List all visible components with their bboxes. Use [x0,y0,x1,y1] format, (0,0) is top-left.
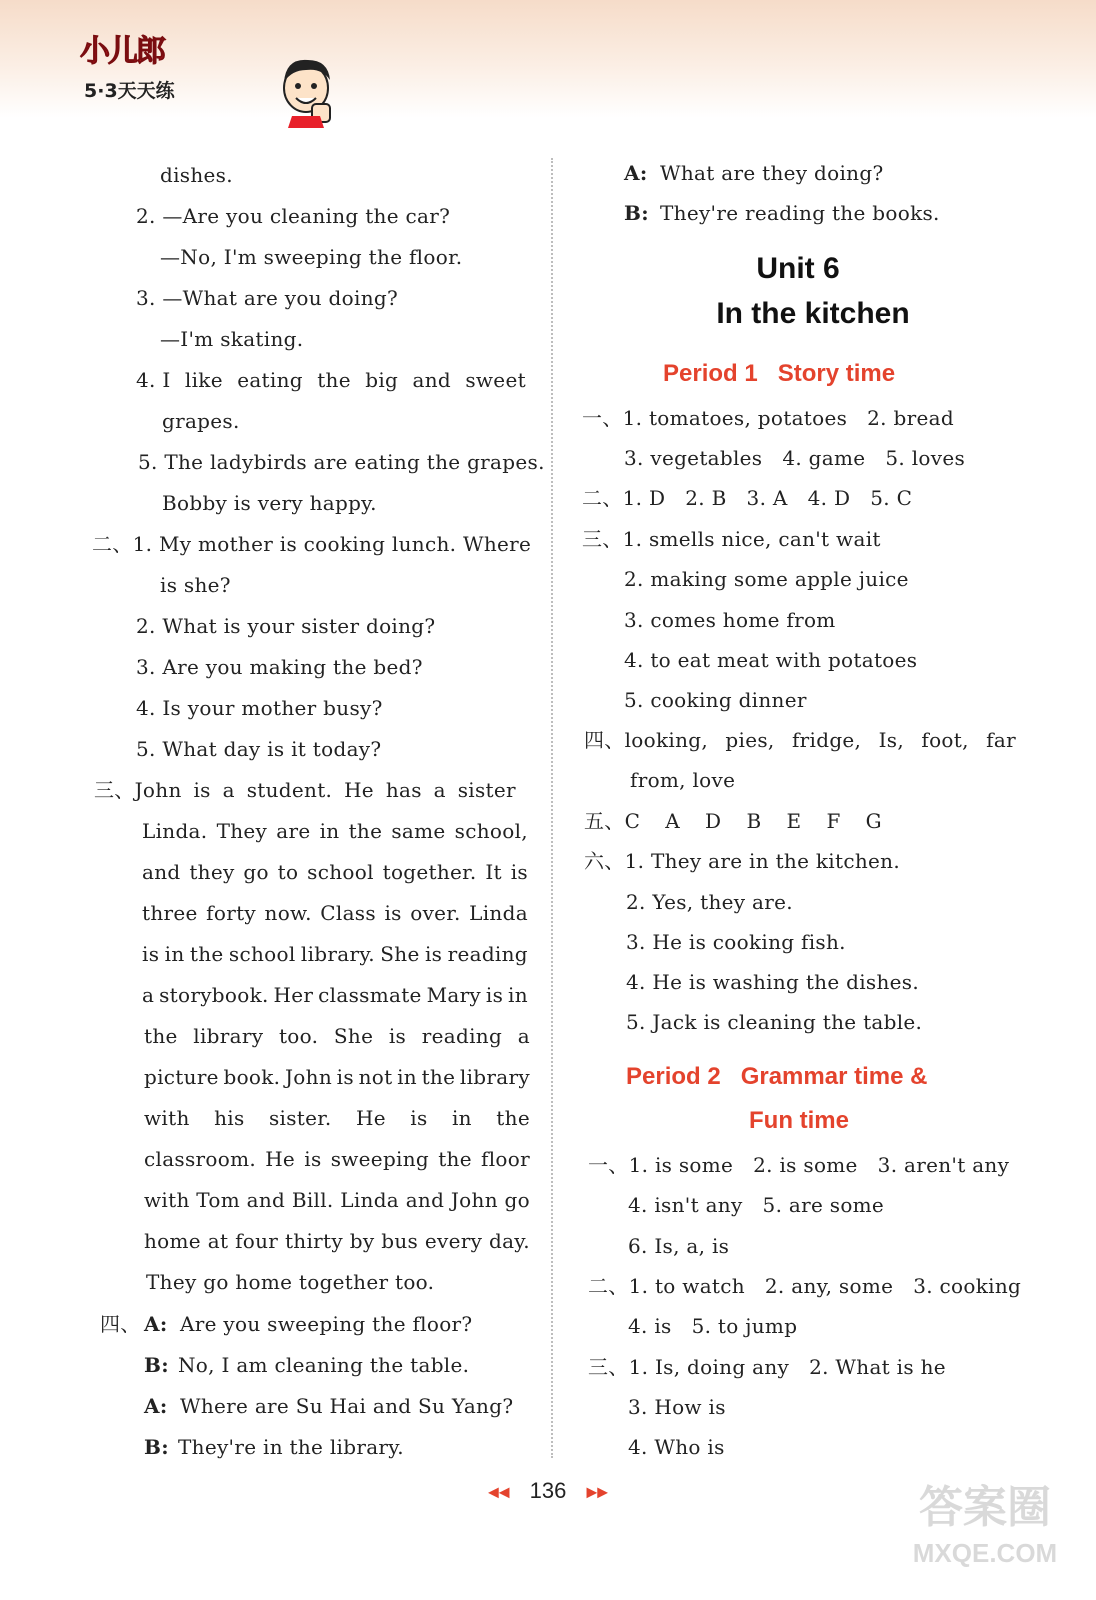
word: Linda [469,901,528,925]
word: by [349,1229,375,1253]
answer-line: 一、1. is some 2. is some 3. aren't any [588,1153,1010,1177]
word: has [385,778,422,802]
word: is [193,778,211,802]
word: She [333,1024,374,1048]
word: go [243,860,269,884]
word: every [424,1229,483,1253]
word: in [164,942,185,966]
passage-line [144,1228,530,1254]
answer-line: 3. Are you making the bed? [136,655,423,679]
answer-line: 三、1. smells nice, can't wait [582,527,881,551]
answer-line: 2. —Are you cleaning the car? [136,204,451,228]
word: is [384,901,402,925]
dialogue-line: Where are Su Hai and Su Yang? [180,1394,514,1418]
passage-line [144,1064,530,1090]
word: 五、C [584,809,641,833]
answer-line-justified [584,808,882,834]
passage-line [144,1023,530,1049]
answer-line: 3. How is [628,1395,726,1419]
dialogue-line: They're in the library. [178,1435,404,1459]
answer-line: 一、1. tomatoes, potatoes 2. bread [582,406,954,430]
page-number: 136 [529,1478,567,1503]
unit-number: Unit 6 [756,252,840,285]
dialogue-line: What are they doing? [660,161,884,185]
word: Bill. [291,1188,334,1212]
speaker-label: A: [144,1394,168,1418]
logo-subtitle: 5·3天天练 [84,80,175,102]
answer-line: 3. He is cooking fish. [626,930,846,954]
answer-line: 二、1. My mother is cooking lunch. Where [92,532,532,556]
answer-line: 6. Is, a, is [628,1234,730,1258]
word: Tom [196,1188,240,1212]
answer-line: 三、1. Is, doing any 2. What is he [588,1355,946,1379]
word: in [451,1106,472,1130]
word: at [207,1229,229,1253]
word: Linda [340,1188,400,1212]
word: the [496,1106,530,1130]
word: foot, [921,728,969,752]
word: is [142,942,160,966]
answer-line: grapes. [162,409,240,433]
word: and [246,1188,286,1212]
word: a [142,983,155,1007]
word: library. [300,942,375,966]
word: John [284,1065,333,1089]
word: student. [246,778,333,802]
word: three [142,901,198,925]
word: home [144,1229,201,1253]
word: is [485,983,504,1007]
word: Is, [878,728,905,752]
word: and [405,1188,445,1212]
word: four [235,1229,279,1253]
word: 4. I [136,368,171,392]
answer-line: 2. What is your sister doing? [136,614,436,638]
word: library [193,1024,264,1048]
word: big [365,368,399,392]
word: like [184,368,223,392]
answer-line: 5. Jack is cleaning the table. [626,1010,923,1034]
unit-title: In the kitchen [716,297,910,330]
answer-line: 3. —What are you doing? [136,286,398,310]
word: is [424,942,443,966]
answer-line-justified [136,367,526,393]
word: 四、looking, [584,728,709,752]
word: a [433,778,446,802]
answer-line: 4. is 5. to jump [628,1314,798,1338]
word: day. [488,1229,530,1253]
period-heading: Period 2 Grammar time & [626,1063,928,1090]
word: F [826,809,841,833]
word: E [786,809,802,833]
answer-line: 2. Yes, they are. [626,890,793,914]
passage-line [142,859,528,885]
word: a [517,1024,530,1048]
word: too. [278,1024,319,1048]
word: Class [320,901,376,925]
answer-line: 5. cooking dinner [624,688,807,712]
word: He [355,1106,386,1130]
passage-line [142,900,528,926]
next-arrows-icon: ▶▶ [586,1483,609,1500]
dialogue-line: They're reading the books. [660,201,940,225]
word: book. [223,1065,281,1089]
word: are [276,819,311,843]
word: school [228,942,296,966]
answer-line: 3. vegetables 4. game 5. loves [624,446,966,470]
word: now. [264,901,312,925]
passage-line [144,1146,530,1172]
word: over. [410,901,461,925]
word: floor [481,1147,530,1171]
answer-line: 二、1. to watch 2. any, some 3. cooking [588,1274,1022,1298]
word: A [665,809,680,833]
word: classroom. [144,1147,257,1171]
word: not [358,1065,393,1089]
dialogue-line: No, I am cleaning the table. [178,1353,470,1377]
word: go [504,1188,530,1212]
prev-arrows-icon: ◀◀ [487,1483,510,1500]
word: they [189,860,235,884]
word: is [388,1024,407,1048]
word: It [485,860,502,884]
passage-line [94,777,516,803]
word: is [510,860,528,884]
word: 三、John [94,778,182,802]
word: and [142,860,181,884]
word: in [508,983,528,1007]
word: pies, [725,728,775,752]
answer-line: 六、1. They are in the kitchen. [584,849,900,873]
word: thirty [284,1229,343,1253]
watermark-logo: 答案圈 [919,1483,1051,1532]
word: He [344,778,374,802]
word: sister [457,778,516,802]
word: She [380,942,420,966]
watermark-url: MXQE.COM [912,1538,1058,1568]
section-number: 四、 [100,1312,141,1336]
answer-line-justified [584,727,1016,753]
word: the [421,1065,456,1089]
word: the [348,819,383,843]
word: in [397,1065,417,1089]
period-heading: Fun time [749,1107,849,1134]
word: forty [206,901,257,925]
passage-line: They go home together too. [146,1270,435,1294]
word: to [277,860,299,884]
word: eating [237,368,303,392]
word: reading [421,1024,503,1048]
passage-line [144,1105,530,1131]
word: the [438,1147,472,1171]
word: is [410,1106,428,1130]
answer-line: 4. Is your mother busy? [136,696,383,720]
answer-line: 5. The ladybirds are eating the grapes. [138,450,545,474]
passage-line [142,982,528,1008]
speaker-label: B: [624,201,649,225]
answer-line: 2. making some apple juice [624,567,909,591]
word: is [336,1065,354,1089]
answer-line: dishes. [160,163,233,187]
word: a [222,778,235,802]
word: reading [447,942,528,966]
answer-line: from, love [630,768,736,792]
word: far [986,728,1016,752]
period-heading: Period 1 Story time [663,360,896,387]
answer-line: 二、1. D 2. B 3. A 4. D 5. C [582,486,913,510]
word: is [304,1147,322,1171]
word: Linda. [142,819,208,843]
word: Mary [426,983,482,1007]
answer-line: Bobby is very happy. [162,491,377,515]
word: the [144,1024,178,1048]
word: picture [144,1065,219,1089]
word: school [307,860,374,884]
word: the [189,942,224,966]
word: G [865,809,882,833]
word: in [319,819,340,843]
logo-title: 小儿郎 [80,34,164,69]
word: and [412,368,451,392]
word: sweeping [330,1147,430,1171]
answer-line: 4. isn't any 5. are some [628,1193,885,1217]
answer-line: 5. What day is it today? [136,737,382,761]
word: with [144,1188,190,1212]
dialogue-line: Are you sweeping the floor? [180,1312,473,1336]
word: with [144,1106,190,1130]
mascot-icon [276,54,338,128]
word: sweet [465,368,526,392]
passage-line [144,1187,530,1213]
speaker-label: B: [144,1435,169,1459]
word: bus [381,1229,419,1253]
speaker-label: A: [624,161,648,185]
word: together. [382,860,477,884]
answer-line: 3. comes home from [624,608,836,632]
answer-line: 4. He is washing the dishes. [626,970,920,994]
answer-line: —No, I'm sweeping the floor. [160,245,463,269]
word: same [391,819,446,843]
logo [80,26,280,116]
word: fridge, [791,728,862,752]
word: D [705,809,722,833]
word: classmate [318,983,422,1007]
word: B [746,809,762,833]
word: John [450,1188,498,1212]
speaker-label: B: [144,1353,169,1377]
passage-line [142,818,528,844]
answer-line: 4. to eat meat with potatoes [624,648,918,672]
speaker-label: A: [144,1312,168,1336]
word: the [317,368,351,392]
column-divider [551,158,553,1458]
answer-line: 4. Who is [628,1435,725,1459]
word: school, [454,819,528,843]
word: storybook. [159,983,269,1007]
word: library [459,1065,530,1089]
word: They [216,819,268,843]
answer-line: is she? [160,573,231,597]
passage-line [142,941,528,967]
word: Her [273,983,314,1007]
word: He [265,1147,296,1171]
answer-line: —I'm skating. [160,327,304,351]
watermark [900,1478,1070,1588]
word: sister. [268,1106,332,1130]
word: his [214,1106,245,1130]
